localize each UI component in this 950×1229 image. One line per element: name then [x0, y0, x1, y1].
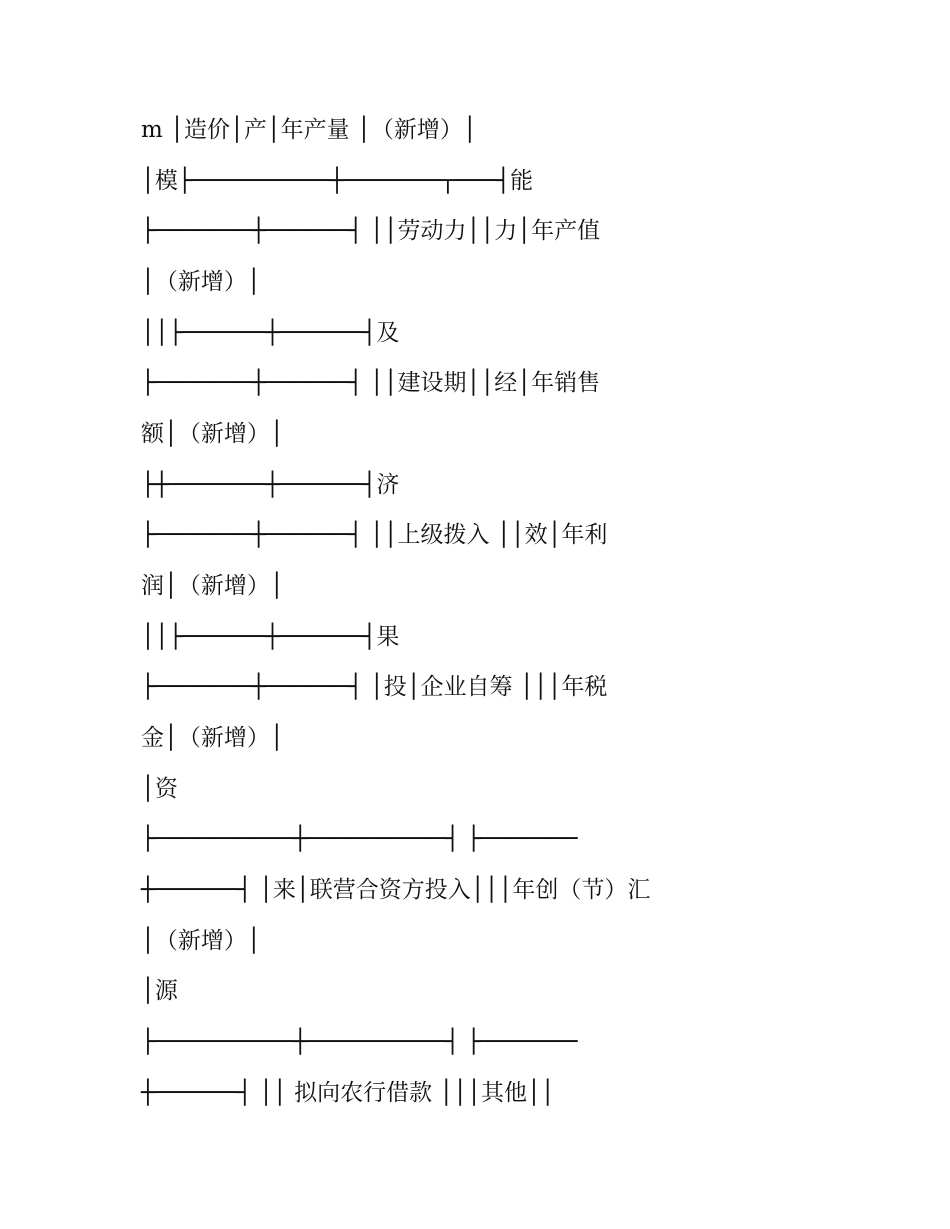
text-line-5: ││├──────┼──────┤及	[141, 320, 400, 346]
text-line-20: ┼──────┤ ││ 拟向农行借款 │││其他││	[141, 1080, 555, 1106]
text-line-9: ├───────┼──────┤ ││上级拨入 ││效│年利	[141, 522, 608, 548]
text-line-10: 润│（新增）│	[141, 573, 284, 599]
text-line-11: ││├──────┼──────┤果	[141, 624, 400, 650]
text-line-17: │（新增）│	[141, 928, 261, 954]
text-line-12: ├───────┼──────┤ │投│企业自筹 │││年税	[141, 674, 608, 700]
text-line-18: │源	[141, 978, 178, 1004]
text-line-13: 金│（新增）│	[141, 725, 284, 751]
text-line-15: ├──────────┼──────────┤ ├───────	[141, 826, 578, 852]
text-line-1: m │造价│产│年产量 │（新增）│	[141, 117, 477, 143]
text-line-19: ├──────────┼──────────┤ ├───────	[141, 1029, 578, 1055]
text-line-7: 额│（新增）│	[141, 421, 284, 447]
text-line-8: ├┼───────┼──────┤济	[141, 472, 400, 498]
text-line-16: ┼──────┤ │来│联营合资方投入│││年创（节）汇	[141, 877, 651, 903]
text-line-14: │资	[141, 776, 178, 802]
text-line-4: │（新增）│	[141, 269, 261, 295]
text-line-3: ├───────┼──────┤ ││劳动力││力│年产值	[141, 218, 601, 244]
text-line-6: ├───────┼──────┤ ││建设期││经│年销售	[141, 370, 601, 396]
text-line-2: │模├──────────┼───────┬───┤能	[141, 168, 534, 194]
